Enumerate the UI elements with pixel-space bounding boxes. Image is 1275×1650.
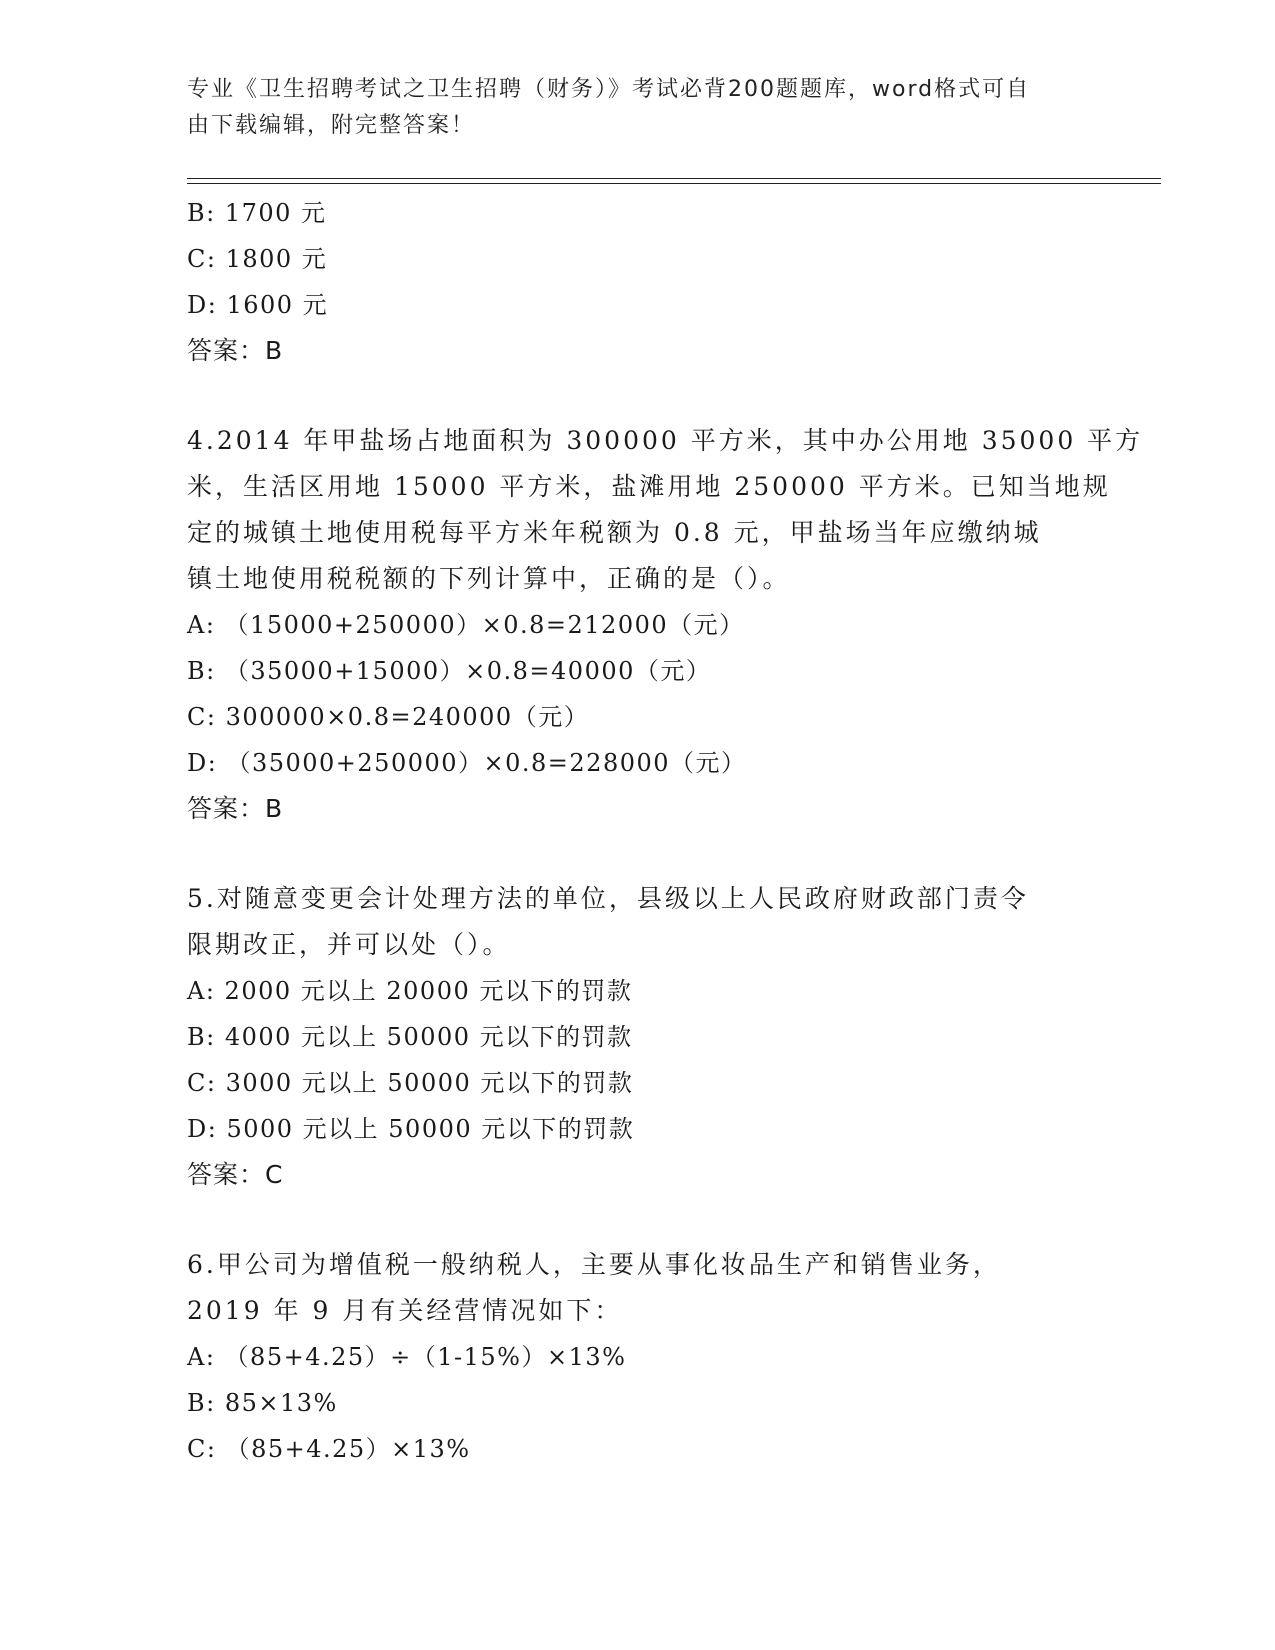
option-d: D: 1600 元: [187, 291, 329, 319]
option-c: C: 1800 元: [187, 245, 328, 273]
answer-line: 答案：C: [187, 1160, 284, 1189]
question-6: [187, 1242, 1087, 1472]
question-content: [187, 190, 1144, 1472]
answer-line: 答案：B: [187, 336, 284, 365]
option-d: D: （35000+250000）×0.8=228000（元）: [187, 749, 747, 777]
question-stem-line: 4.2014 年甲盐场占地面积为 300000 平方米，其中办公用地 35000 平方: [187, 426, 1144, 455]
answer-line: 答案：B: [187, 794, 284, 823]
document-header: [187, 72, 1087, 144]
option-a: A: （85+4.25）÷（1-15%）×13%: [187, 1343, 627, 1371]
option-c: C: （85+4.25）×13%: [187, 1435, 471, 1463]
header-divider-top: [187, 178, 1161, 179]
option-a: A: 2000 元以上 20000 元以下的罚款: [187, 977, 633, 1005]
option-d: D: 5000 元以上 50000 元以下的罚款: [187, 1115, 635, 1143]
question-5: [187, 876, 1087, 1198]
header-line-2: 由下载编辑，附完整答案！: [187, 113, 476, 138]
option-b: B: （35000+15000）×0.8=40000（元）: [187, 657, 712, 685]
question-3-tail: [187, 190, 1087, 374]
option-c: C: 300000×0.8=240000（元）: [187, 703, 590, 731]
header-divider-bottom: [187, 183, 1161, 184]
question-stem-line: 6.甲公司为增值税一般纳税人，主要从事化妆品生产和销售业务，: [187, 1250, 1001, 1279]
question-stem-line: 限期改正，并可以处（）。: [187, 930, 511, 959]
question-stem-line: 2019 年 9 月有关经营情况如下：: [187, 1296, 623, 1325]
option-c: C: 3000 元以上 50000 元以下的罚款: [187, 1069, 634, 1097]
question-stem-line: 5.对随意变更会计处理方法的单位，县级以上人民政府财政部门责令: [187, 884, 1029, 913]
question-stem-line: 镇土地使用税税额的下列计算中，正确的是（）。: [187, 564, 791, 593]
option-b: B: 1700 元: [187, 199, 327, 227]
question-stem-line: 米，生活区用地 15000 平方米，盐滩用地 250000 平方米。已知当地规: [187, 472, 1111, 501]
header-line-1: 专业《卫生招聘考试之卫生招聘（财务）》考试必背200题题库，word格式可自: [187, 77, 1031, 102]
option-a: A: （15000+250000）×0.8=212000（元）: [187, 611, 745, 639]
option-b: B: 85×13%: [187, 1389, 338, 1417]
question-stem-line: 定的城镇土地使用税每平方米年税额为 0.8 元，甲盐场当年应缴纳城: [187, 518, 1042, 547]
option-b: B: 4000 元以上 50000 元以下的罚款: [187, 1023, 633, 1051]
question-4: [187, 418, 1144, 832]
